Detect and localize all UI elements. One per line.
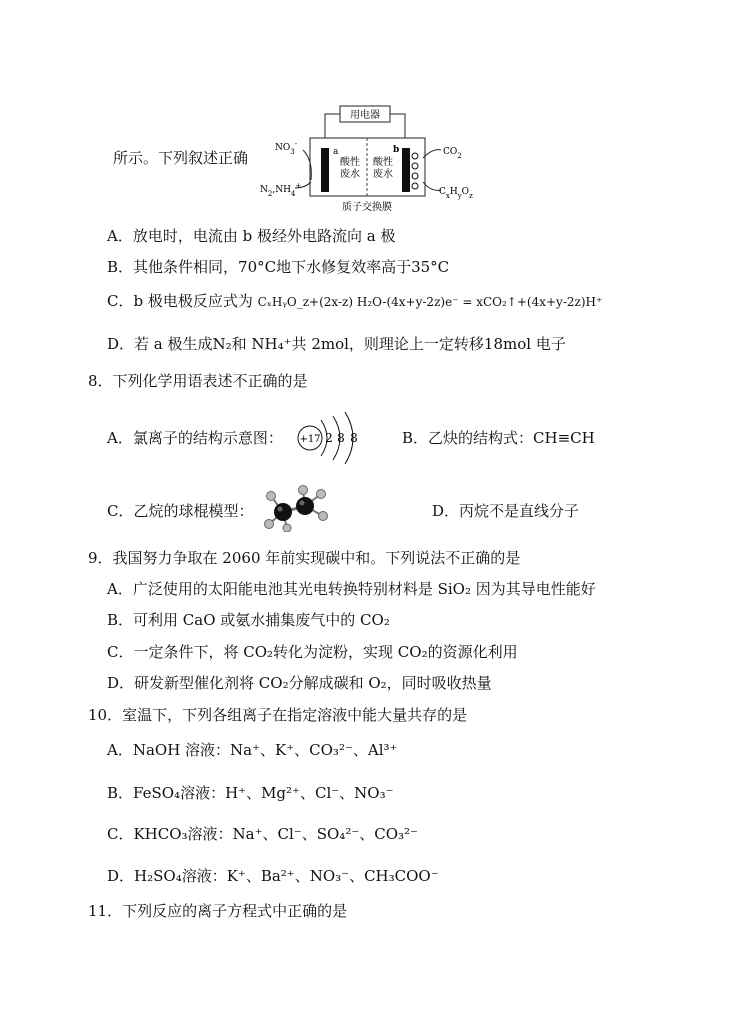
chloride-ion-diagram — [293, 406, 368, 466]
nucleus-charge: +17 — [299, 434, 321, 445]
q9-stem: 9．我国努力争取在 2060 年前实现碳中和。下列说法不正确的是 — [88, 549, 521, 567]
right-solution-label: 酸性废水 — [373, 157, 393, 180]
q10-option-c: C．KHCO₃溶液：Na⁺、Cl⁻、SO₄²⁻、CO₃²⁻ — [107, 825, 418, 843]
left-solution-label: 酸性废水 — [340, 157, 360, 180]
ethane-model-diagram — [261, 484, 333, 532]
q10-option-a: A．NaOH 溶液：Na⁺、K⁺、CO₃²⁻、Al³⁺ — [107, 741, 398, 759]
q8-option-a-label: A．氯离子的结构示意图： — [107, 429, 283, 447]
fuel-cell-diagram — [255, 100, 480, 218]
q8-option-c-label: C．乙烷的球棍模型： — [107, 502, 254, 520]
q9-option-c: C．一定条件下，将 CO₂转化为淀粉，实现 CO₂的资源化利用 — [107, 643, 518, 661]
shell-1-count: 2 — [325, 431, 333, 445]
shell-2-count: 8 — [337, 431, 345, 445]
n2-nh4-label: $N_2,NH_4^+$ — [260, 182, 302, 198]
q7-option-c-equation: CₓHᵧO_z+(2x-z) H₂O-(4x+y-2z)e⁻ = xCO₂↑+(4x+y-2z)H⁺ — [257, 295, 603, 309]
q7-option-b: B．其他条件相同，70°C地下水修复效率高于35°C — [107, 258, 450, 276]
q10-option-b: B．FeSO₄溶液：H⁺、Mg²⁺、Cl⁻、NO₃⁻ — [107, 784, 394, 802]
membrane-label: 质子交换膜 — [342, 202, 392, 213]
shell-3-count: 8 — [350, 431, 358, 445]
q7-intro: 所示。下列叙述正确 — [113, 149, 249, 167]
q10-option-d: D．H₂SO₄溶液：K⁺、Ba²⁺、NO₃⁻、CH₃COO⁻ — [107, 867, 439, 885]
q9-option-a: A．广泛使用的太阳能电池其光电转换特别材料是 SiO₂ 因为其导电性能好 — [107, 580, 596, 598]
q9-option-d: D．研发新型催化剂将 CO₂分解成碳和 O₂，同时吸收热量 — [107, 674, 492, 692]
q10-stem: 10．室温下，下列各组离子在指定溶液中能大量共存的是 — [88, 706, 468, 724]
q7-option-a: A．放电时，电流由 b 极经外电路流向 a 极 — [107, 227, 396, 245]
q8-option-a — [107, 428, 283, 448]
q8-option-c — [107, 501, 253, 521]
q8-stem: 8．下列化学用语表述不正确的是 — [88, 372, 308, 390]
q9-option-b: B．可利用 CaO 或氨水捕集废气中的 CO₂ — [107, 611, 390, 629]
q8-option-d: D．丙烷不是直线分子 — [432, 502, 580, 520]
electrode-a-label: a — [333, 147, 339, 157]
no3-label: $NO_3^-$ — [275, 140, 298, 156]
q7-option-c-prefix: C．b 极电极反应式为 — [107, 292, 253, 310]
q8-option-b: B．乙炔的结构式：CH≡CH — [402, 429, 595, 447]
appliance-label: 用电器 — [350, 110, 380, 121]
cxhyoz-label: $C_xH_yO_z$ — [439, 187, 473, 200]
q11-stem: 11．下列反应的离子方程式中正确的是 — [88, 902, 348, 920]
q7-option-d: D．若 a 极生成N₂和 NH₄⁺共 2mol，则理论上一定转移18mol 电子 — [107, 335, 566, 353]
electrode-b-label: b — [393, 145, 400, 155]
q7-option-c — [107, 291, 602, 312]
co2-label: $CO_2$ — [443, 147, 462, 160]
